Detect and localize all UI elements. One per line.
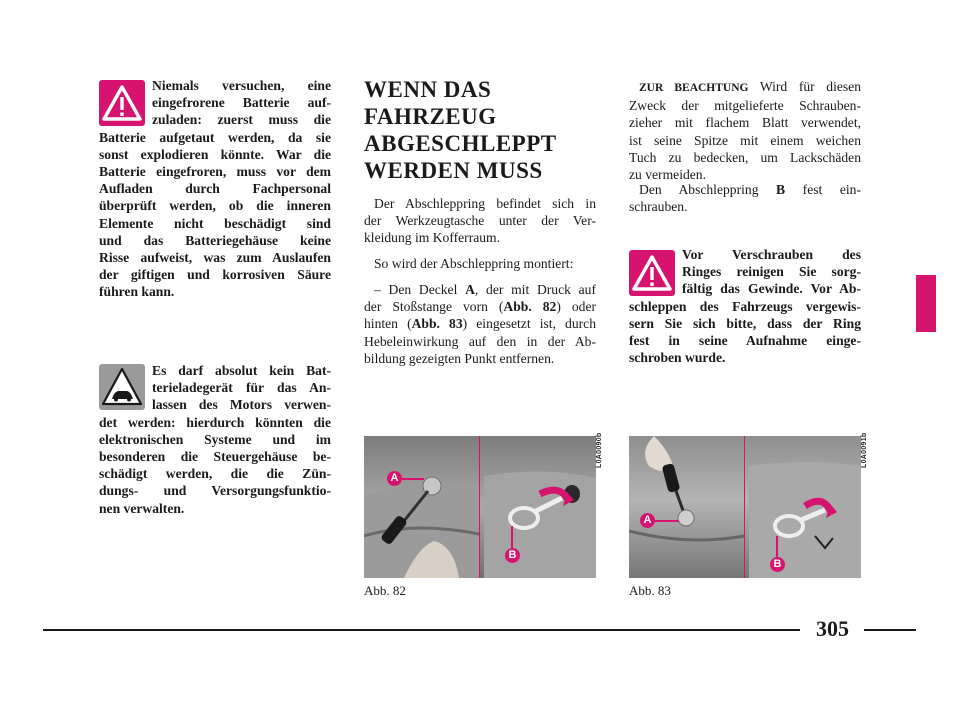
text-line: zieher mit flachem Blatt verwendet, xyxy=(629,115,861,131)
mount-instruction xyxy=(364,281,596,367)
figure-abb-82 xyxy=(364,436,596,578)
text-line: Batterie eingefroren, muss vor dem xyxy=(99,164,331,180)
label-a-marker: A xyxy=(387,471,402,486)
text-line: überprüft werden, ob die inneren xyxy=(99,198,331,214)
section-heading xyxy=(364,76,557,184)
text-line: Vor Verschrauben des xyxy=(682,247,861,262)
text-line: sonst explodieren könnte. War die xyxy=(99,146,331,162)
text-line: lassen des Motors verwen- xyxy=(152,397,331,413)
text-line: und das Batteriegehäuse keine xyxy=(99,232,331,248)
figure-code: L0A0091b xyxy=(861,432,868,468)
rear-bumper-illustration xyxy=(629,436,861,578)
label-b-leader xyxy=(776,536,778,557)
text-line: Den Abschleppring B fest ein- xyxy=(639,182,861,197)
text-line: schleppen des Fahrzeugs vergewis- xyxy=(629,298,861,314)
text-line: Hebeleinwirkung auf den in der Ab- xyxy=(364,333,596,349)
text-line: bildung gezeigten Punkt entfernen. xyxy=(364,350,555,366)
text-line: zu vermeiden. xyxy=(629,167,706,183)
text-line: Risse aufweist, was zum Auslaufen xyxy=(99,250,331,266)
text-line: dungs- und Versorgungsfunktio- xyxy=(99,483,331,499)
text-line: Tuch zu bedecken, um Lackschäden xyxy=(629,149,861,165)
figure-code: L0A0090b xyxy=(596,432,603,468)
text-line: Niemals versuchen, eine xyxy=(152,78,331,93)
text-line: führen kann. xyxy=(99,284,175,300)
text-line: besonderen die Steuergehäuse be- xyxy=(99,449,331,465)
figure-divider xyxy=(744,436,745,578)
text-line: der giftigen und korrosiven Säure xyxy=(99,267,331,283)
label-b-leader xyxy=(511,526,513,548)
text-line: schrauben. xyxy=(629,199,688,215)
footer-rule-left xyxy=(43,629,800,631)
text-line: Aufladen durch Fachpersonal xyxy=(99,181,331,197)
charger-warning-text xyxy=(99,362,331,517)
text-line: kleidung im Kofferraum. xyxy=(364,230,501,246)
text-line: hinten (Abb. 83) eingesetzt ist, durch xyxy=(364,316,597,332)
chapter-tab xyxy=(916,275,936,332)
figure-caption: Abb. 83 xyxy=(629,583,671,598)
battery-warning-text xyxy=(99,77,331,301)
note-label: ZUR BEACHTUNG xyxy=(639,82,749,94)
text-line: der Werkzeugtasche unter der Ver- xyxy=(364,213,596,229)
footer-rule-right xyxy=(864,629,916,631)
text-line: Es darf absolut kein Bat- xyxy=(152,363,331,378)
text-line: der Stoßstange vorn (Abb. 82) oder xyxy=(364,299,597,315)
text-line: schädigt werden, die die Zün- xyxy=(99,466,331,482)
heading-line: FAHRZEUG xyxy=(364,104,497,129)
figure-caption: Abb. 82 xyxy=(364,583,406,598)
text-line: fest in seine Aufnahme einge- xyxy=(629,333,861,349)
screw-instruction xyxy=(629,181,861,215)
text-line: zuladen: zuerst muss die xyxy=(152,112,331,128)
page-number: 305 xyxy=(816,616,849,641)
heading-line: WERDEN MUSS xyxy=(364,158,543,183)
text-line: fältig das Gewinde. Vor Ab- xyxy=(682,281,861,297)
text-line: elektronischen Systeme und im xyxy=(99,431,331,447)
label-b-marker: B xyxy=(770,557,785,572)
intro-paragraph xyxy=(364,195,596,247)
text-line: terieladegerät für das An- xyxy=(152,380,331,396)
label-b-marker: B xyxy=(505,548,520,563)
text-line: Zweck der mitgelieferte Schrauben- xyxy=(629,98,861,114)
text-line: – Den Deckel A, der mit Druck auf xyxy=(374,282,596,297)
figure-divider xyxy=(479,436,480,578)
label-a-leader xyxy=(402,478,424,480)
text-line: Elemente nicht beschädigt sind xyxy=(99,215,331,231)
text-line: det werden: hierdurch könnten die xyxy=(99,414,331,430)
mount-intro: So wird der Abschleppring montiert: xyxy=(374,256,574,271)
label-a-marker: A xyxy=(640,513,655,528)
heading-line: ABGESCHLEPPT xyxy=(364,131,557,156)
text-line: ist seine Spitze mit einem weichen xyxy=(629,132,861,148)
heading-line: WENN DAS xyxy=(364,77,492,102)
note-paragraph xyxy=(629,78,861,183)
text-line: eingefrorene Batterie auf- xyxy=(152,95,331,111)
bumper-illustration xyxy=(364,436,596,578)
text-line: Ringes reinigen Sie sorg- xyxy=(682,264,861,280)
figure-abb-83 xyxy=(629,436,861,578)
text-line: Batterie aufgetaut werden, da sie xyxy=(99,129,331,145)
text-line: ZUR BEACHTUNG Wird für diesen xyxy=(639,79,861,94)
text-line: nen verwalten. xyxy=(99,500,185,516)
text-line: schroben wurde. xyxy=(629,350,726,366)
thread-warning-text xyxy=(629,246,861,366)
text-line: Der Abschleppring befindet sich in xyxy=(374,196,596,211)
text-line: sern Sie sich bitte, dass der Ring xyxy=(629,315,861,331)
label-a-leader xyxy=(655,520,679,522)
